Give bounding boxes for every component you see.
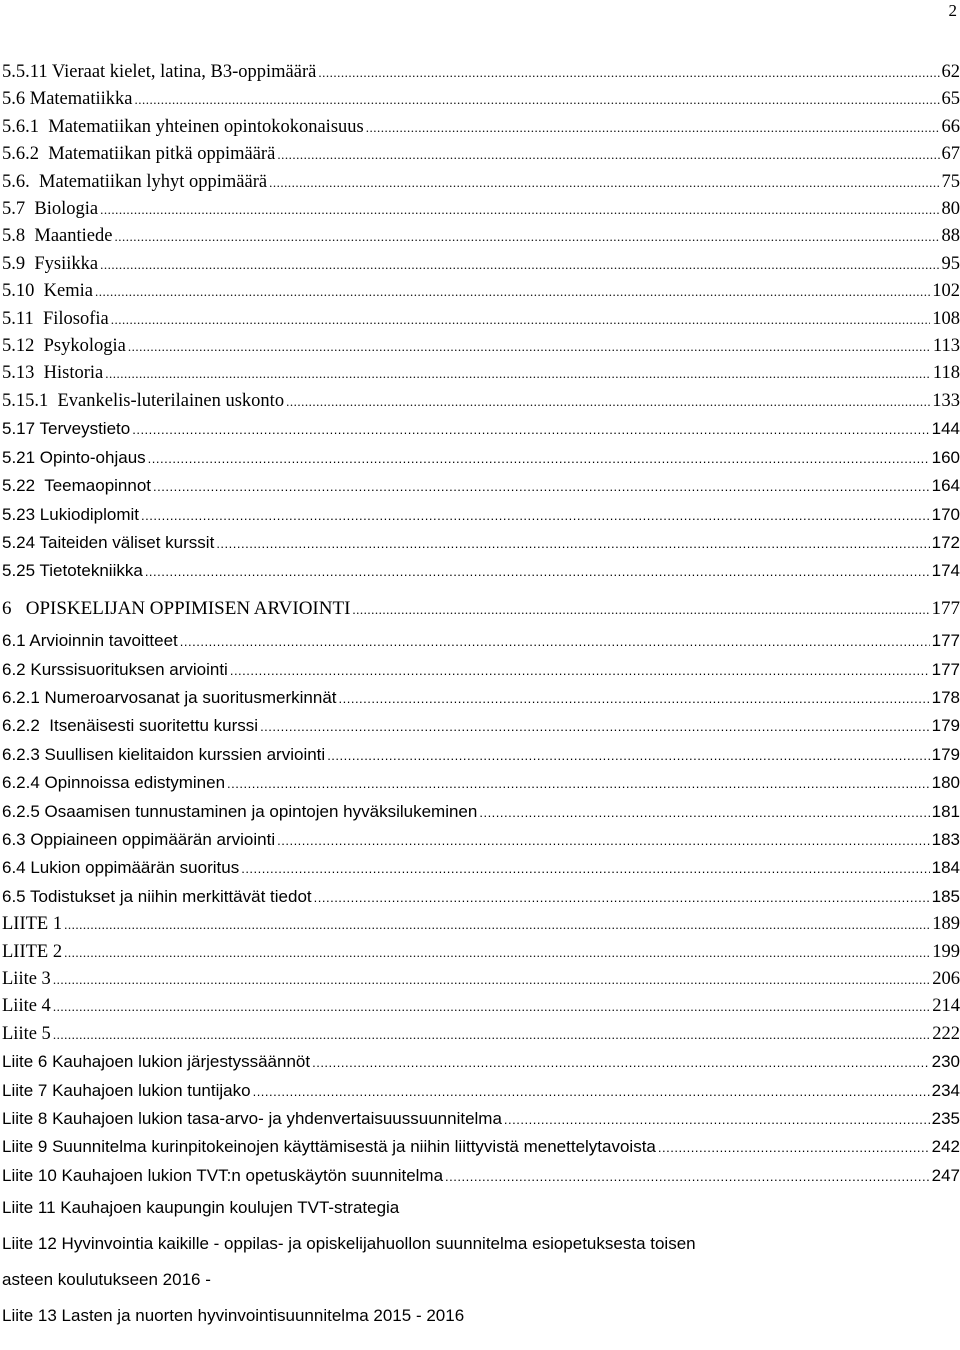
toc-entry-page: 199 [932, 941, 960, 962]
toc-entry[interactable] [2, 306, 960, 333]
toc-entry[interactable] [2, 415, 960, 443]
toc-leader-dots [318, 59, 939, 86]
toc-leader-dots [339, 685, 930, 712]
toc-entry-title: 5.10 Kemia [2, 281, 93, 302]
toc-entry[interactable] [2, 196, 960, 223]
toc-entry-page: 189 [932, 914, 960, 935]
toc-entry-title: 6.2.2 Itsenäisesti suoritettu kurssi [2, 716, 259, 736]
toc-entry[interactable] [2, 1048, 960, 1076]
toc-leader-dots [504, 1106, 930, 1133]
toc-entry-page: 65 [941, 89, 960, 110]
toc-entry[interactable] [2, 993, 960, 1020]
toc-leader-dots [277, 141, 939, 168]
toc-entry-title: 5.23 Lukiodiplomit [2, 504, 140, 524]
toc-entry-page: 88 [941, 226, 960, 247]
toc-entry[interactable] [2, 684, 960, 712]
toc-entry-title: 6.2.1 Numeroarvosanat ja suoritusmerkinnät [2, 687, 337, 707]
toc-entry-title: LIITE 2 [2, 941, 63, 962]
toc-entry-title: 5.25 Tietotekniikka [2, 561, 143, 581]
toc-leader-dots [53, 966, 930, 993]
toc-entry[interactable] [2, 388, 960, 415]
toc-entry-page: 102 [932, 281, 960, 302]
toc-entry-page: 133 [932, 390, 960, 411]
toc-entry-title: 6.3 Oppiaineen oppimäärän arviointi [2, 829, 276, 849]
toc-entry-title: 5.24 Taiteiden väliset kurssit [2, 532, 215, 552]
toc-entry-page: 180 [931, 773, 960, 793]
toc-entry-title: 6.5 Todistukset ja niihin merkittävät tiedot [2, 886, 312, 906]
toc-leader-dots [95, 278, 930, 305]
toc-entry-page: 183 [931, 829, 960, 849]
toc-entry[interactable] [2, 333, 960, 360]
toc-entry[interactable] [2, 169, 960, 196]
toc-entry-page: 206 [932, 969, 960, 989]
toc-entry-title: 5.21 Opinto-ohjaus [2, 447, 146, 467]
toc-leader-dots [111, 306, 931, 333]
toc-entry-title: 6.2 Kurssisuorituksen arviointi [2, 659, 228, 679]
toc-entry-title: 5.22 Teemaopinnot [2, 476, 152, 496]
toc-entry-title: 5.15.1 Evankelis-luterilainen uskonto [2, 390, 285, 411]
toc-entry-title: Liite 6 Kauhajoen lukion järjestyssäännöt [2, 1052, 311, 1072]
toc-entry-page: 230 [931, 1052, 960, 1072]
toc-entry[interactable] [2, 966, 960, 993]
toc-entry-page: 222 [932, 1023, 960, 1044]
toc-entry-title: Liite 9 Suunnitelma kurinpitokeinojen käyttämisestä ja niihin liittyvistä menettelytavoista [2, 1137, 656, 1157]
toc-entry[interactable] [2, 1105, 960, 1133]
toc-entry[interactable] [2, 911, 960, 938]
toc-entry-title: Liite 3 [2, 969, 51, 989]
appendix-line: Liite 13 Lasten ja nuorten hyvinvointisuunnitelma 2015 - 2016 [2, 1306, 465, 1326]
toc-entry-page: 179 [931, 716, 960, 736]
toc-entry-page: 75 [941, 171, 960, 192]
toc-leader-dots [53, 993, 930, 1020]
toc-entry-page: 177 [931, 597, 960, 619]
toc-entry[interactable] [2, 557, 960, 585]
toc-entry[interactable] [2, 1133, 960, 1161]
toc-entry[interactable] [2, 529, 960, 557]
toc-entry[interactable] [2, 278, 960, 305]
toc-entry-title: 5.6 Matematiikka [2, 89, 133, 110]
toc-entry[interactable] [2, 826, 960, 854]
toc-leader-dots [230, 657, 930, 684]
toc-leader-dots [100, 251, 939, 278]
appendix-line: asteen koulutukseen 2016 - [2, 1270, 211, 1290]
toc-leader-dots [658, 1134, 930, 1161]
toc-entry-title: 5.6.2 Matematiikan pitkä oppimäärä [2, 144, 276, 165]
toc-entry[interactable] [2, 595, 960, 623]
toc-entry-page: 179 [931, 744, 960, 764]
toc-entry[interactable] [2, 854, 960, 882]
toc-entry[interactable] [2, 883, 960, 911]
toc-leader-dots [312, 1049, 930, 1076]
toc-entry-page: 181 [931, 801, 960, 821]
toc-entry[interactable] [2, 86, 960, 113]
appendix-line: Liite 11 Kauhajoen kaupungin koulujen TVT-strategia [2, 1198, 400, 1218]
toc-entry[interactable] [2, 769, 960, 797]
toc-entry-page: 108 [932, 308, 960, 329]
toc-entry[interactable] [2, 444, 960, 472]
toc-entry[interactable] [2, 501, 960, 529]
toc-entry-page: 214 [932, 996, 960, 1017]
toc-entry[interactable] [2, 1162, 960, 1190]
appendix-line: Liite 12 Hyvinvointia kaikille - oppilas- ja opiskelijahuollon suunnitelma esiopetuksesta toisen [2, 1234, 696, 1254]
toc-leader-dots [216, 530, 929, 557]
toc-entry[interactable] [2, 360, 960, 387]
toc-entry-page: 67 [941, 144, 960, 165]
toc-leader-dots [277, 827, 930, 854]
toc-entry[interactable] [2, 141, 960, 168]
toc-leader-dots [260, 713, 930, 740]
toc-entry-title: LIITE 1 [2, 914, 63, 935]
toc-entry-page: 164 [931, 476, 960, 496]
toc-leader-dots [135, 86, 940, 113]
toc-leader-dots [105, 360, 931, 387]
toc-entry-title: 5.13 Historia [2, 363, 104, 384]
toc-entry-title: 5.12 Psykologia [2, 336, 126, 357]
toc-leader-dots [64, 911, 930, 938]
page-number: 2 [948, 1, 957, 20]
toc-leader-dots [227, 770, 930, 797]
toc-entry-title: Liite 4 [2, 996, 51, 1017]
toc-entry-page: 62 [941, 62, 960, 82]
toc-leader-dots [241, 855, 929, 882]
toc-entry[interactable] [2, 939, 960, 966]
toc-entry-page: 234 [931, 1080, 960, 1100]
toc-entry[interactable] [2, 223, 960, 250]
toc-entry-page: 118 [932, 363, 960, 384]
toc-entry[interactable] [2, 59, 960, 86]
toc-entry[interactable] [2, 656, 960, 684]
toc-entry-title: 6 OPISKELIJAN OPPIMISEN ARVIOINTI [2, 597, 351, 619]
toc-entry-title: 5.5.11 Vieraat kielet, latina, B3-oppimäärä [2, 62, 317, 82]
toc-entry-title: Liite 10 Kauhajoen lukion TVT:n opetuskäytön suunnitelma [2, 1165, 444, 1185]
toc-entry-title: 5.11 Filosofia [2, 308, 109, 329]
toc-leader-dots [128, 333, 931, 360]
toc-entry-title: 6.2.4 Opinnoissa edistyminen [2, 773, 226, 793]
toc-entry-page: 113 [932, 336, 960, 357]
toc-entry-page: 95 [941, 253, 960, 274]
toc-entry-page: 172 [931, 532, 960, 552]
toc-entry[interactable] [2, 798, 960, 826]
toc-entry-page: 185 [931, 886, 960, 906]
toc-leader-dots [145, 558, 930, 585]
toc-entry-title: Liite 8 Kauhajoen lukion tasa-arvo- ja yhdenvertaisuussuunnitelma [2, 1109, 502, 1129]
toc-leader-dots [445, 1163, 930, 1190]
toc-leader-dots [366, 114, 940, 141]
toc-entry[interactable] [2, 251, 960, 278]
toc-entry-title: Liite 5 [2, 1023, 51, 1044]
toc-entry[interactable] [2, 1077, 960, 1105]
table-of-contents [2, 59, 960, 1334]
toc-leader-dots [141, 502, 930, 529]
toc-leader-dots [148, 445, 930, 472]
toc-entry[interactable] [2, 712, 960, 740]
toc-entry[interactable] [2, 1021, 960, 1048]
toc-entry-title: 5.6. Matematiikan lyhyt oppimäärä [2, 171, 268, 192]
toc-leader-dots [180, 628, 930, 655]
toc-entry-title: 5.6.1 Matematiikan yhteinen opintokokonaisuus [2, 116, 364, 137]
toc-entry-title: 6.4 Lukion oppimäärän suoritus [2, 858, 240, 878]
toc-entry[interactable] [2, 114, 960, 141]
toc-entry-title: 6.2.5 Osaamisen tunnustaminen ja opintojen hyväksilukeminen [2, 801, 478, 821]
toc-entry-page: 177 [931, 631, 960, 651]
toc-entry[interactable] [2, 472, 960, 500]
toc-entry-page: 178 [931, 687, 960, 707]
toc-entry[interactable] [2, 741, 960, 769]
toc-entry-title: 5.7 Biologia [2, 199, 99, 220]
toc-entry-page: 242 [931, 1137, 960, 1157]
toc-leader-dots [132, 416, 929, 443]
toc-entry-title: 6.2.3 Suullisen kielitaidon kurssien arviointi [2, 744, 326, 764]
toc-entry-title: 5.8 Maantiede [2, 226, 113, 247]
toc-entry[interactable] [2, 627, 960, 655]
toc-leader-dots [314, 884, 930, 911]
toc-leader-dots [269, 169, 939, 196]
toc-leader-dots [286, 388, 930, 415]
toc-entry-page: 177 [931, 659, 960, 679]
toc-entry-page: 235 [931, 1109, 960, 1129]
toc-entry-page: 170 [931, 504, 960, 524]
toc-entry-page: 80 [941, 199, 960, 220]
toc-entry-page: 174 [931, 561, 960, 581]
toc-leader-dots [352, 596, 929, 623]
toc-entry-page: 144 [931, 419, 960, 439]
toc-entry-title: 6.1 Arvioinnin tavoitteet [2, 631, 178, 651]
toc-leader-dots [64, 939, 930, 966]
toc-entry-title: 5.17 Terveystieto [2, 419, 131, 439]
toc-leader-dots [479, 799, 929, 826]
toc-entry-title: 5.9 Fysiikka [2, 253, 99, 274]
toc-entry-page: 66 [941, 116, 960, 137]
toc-leader-dots [327, 742, 929, 769]
toc-leader-dots [253, 1078, 930, 1105]
toc-entry-title: Liite 7 Kauhajoen lukion tuntijako [2, 1080, 251, 1100]
toc-entry-page: 184 [931, 858, 960, 878]
toc-leader-dots [114, 223, 939, 250]
toc-entry-page: 160 [931, 447, 960, 467]
toc-leader-dots [100, 196, 939, 223]
toc-entry-page: 247 [931, 1165, 960, 1185]
toc-leader-dots [53, 1021, 930, 1048]
toc-leader-dots [153, 473, 930, 500]
